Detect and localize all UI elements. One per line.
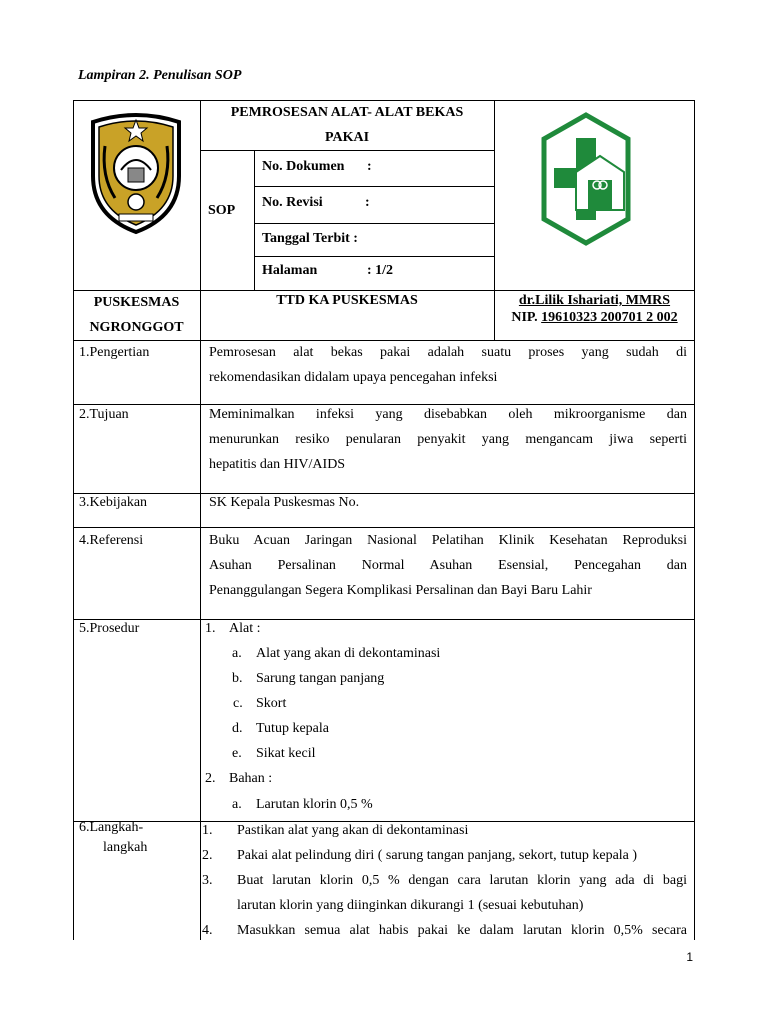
revisi-value: :	[365, 195, 370, 210]
border-left	[73, 100, 74, 940]
document-title	[200, 100, 494, 150]
tujuan-text	[209, 402, 687, 477]
dokumen-value: :	[367, 159, 372, 174]
referensi-line-3: Penanggulangan Segera Komplikasi Persalinan dan Bayi Baru Lahir	[209, 583, 592, 598]
tujuan-line-2: menurunkan resiko penularan penyakit yang mengancam jiwa seperti	[209, 432, 687, 447]
title-underline	[200, 150, 494, 151]
pengertian-line-1: Pemrosesan alat bekas pakai adalah suatu proses yang sudah di	[209, 345, 687, 360]
alat-letter: b.	[232, 671, 243, 686]
referensi-line-2: Asuhan Persalinan Normal Asuhan Esensial, Pencegahan dan	[209, 558, 687, 573]
alat-item: Sikat kecil	[256, 746, 316, 761]
step-number: 3.	[202, 873, 213, 888]
halaman-label: Halaman	[262, 263, 318, 278]
puskesmas-line-1: PUSKESMAS	[93, 295, 180, 310]
tujuan-line-1: Meminimalkan infeksi yang disebabkan oleh mikroorganisme dan	[209, 407, 687, 422]
pengertian-line-2: rekomendasikan didalam upaya pencegahan infeksi	[209, 370, 498, 385]
alat-item: Tutup kepala	[256, 721, 329, 736]
step-number: 1.	[202, 823, 213, 838]
sop-label: SOP	[208, 203, 236, 218]
page-header: Lampiran 2. Penulisan SOP	[78, 68, 242, 83]
terbit-label: Tanggal Terbit :	[262, 231, 358, 246]
meta-line-2	[254, 223, 494, 224]
nip-label: NIP.	[511, 310, 538, 325]
step-3-line-1: Buat larutan klorin 0,5 % dengan cara larutan klorin yang ada di bagi	[237, 873, 687, 888]
border-right	[694, 100, 695, 940]
alat-heading: Alat :	[229, 621, 261, 636]
meta-line-1	[254, 186, 494, 187]
signer-name: dr.Lilik Ishariati, MMRS	[518, 293, 671, 308]
referensi-text	[209, 528, 687, 603]
kebijakan-text: SK Kepala Puskesmas No.	[209, 495, 360, 510]
step-text: Pastikan alat yang akan di dekontaminasi	[237, 823, 469, 838]
alat-item: Alat yang akan di dekontaminasi	[256, 646, 441, 661]
prosedur-label: 5.Prosedur	[79, 621, 140, 636]
referensi-line-1: Buku Acuan Jaringan Nasional Pelatihan Klinik Kesehatan Reproduksi	[209, 533, 687, 548]
puskesmas-logo-svg	[540, 112, 632, 246]
referensi-label: 4.Referensi	[79, 533, 144, 548]
signature-block	[494, 290, 695, 326]
title-line-1: PEMROSESAN ALAT- ALAT BEKAS	[230, 105, 464, 120]
puskesmas-name	[73, 290, 200, 340]
alat-letter: d.	[232, 721, 243, 736]
langkah-label	[79, 818, 147, 858]
bahan-heading: Bahan :	[229, 771, 273, 786]
row2-bottom	[73, 493, 695, 494]
divider-sop	[254, 150, 255, 290]
title-line-2: PAKAI	[324, 130, 370, 145]
nip-value: 19610323 200701 2 002	[541, 310, 678, 325]
alat-letter: a.	[232, 646, 242, 661]
step-text	[237, 868, 687, 918]
tujuan-line-3: hepatitis dan HIV/AIDS	[209, 457, 346, 472]
emblem-svg	[81, 106, 191, 236]
bahan-item: Larutan klorin 0,5 %	[256, 797, 373, 812]
step-number: 2.	[202, 848, 213, 863]
tujuan-label: 2.Tujuan	[79, 407, 129, 422]
content-divider	[200, 340, 201, 940]
nip-line	[494, 309, 695, 326]
kabupaten-emblem	[81, 106, 191, 236]
sop-table	[73, 100, 695, 940]
alat-letter: e.	[232, 746, 242, 761]
alat-letter: c.	[233, 696, 243, 711]
step-text	[237, 918, 687, 940]
pengertian-label: 1.Pengertian	[79, 345, 150, 360]
divider-logo-right	[494, 100, 495, 290]
ttd-label: TTD KA PUSKESMAS	[276, 293, 418, 308]
page-number: 1	[686, 950, 693, 964]
dokumen-label: No. Dokumen	[262, 159, 345, 174]
step-3-line-2: larutan klorin yang diinginkan dikurangi 1 (sesuai kebutuhan)	[237, 898, 584, 913]
langkah-label-line-1: 6.Langkah-	[79, 820, 144, 835]
kebijakan-label: 3.Kebijakan	[79, 495, 148, 510]
revisi-label: No. Revisi	[262, 195, 323, 210]
bahan-letter: a.	[232, 797, 242, 812]
step-text: Pakai alat pelindung diri ( sarung tangan panjang, sekort, tutup kepala )	[237, 848, 638, 863]
puskesmas-line-2: NGRONGGOT	[89, 320, 184, 335]
langkah-label-line-2: langkah	[103, 840, 148, 855]
alat-number: 1.	[205, 621, 216, 636]
step-number: 4.	[202, 923, 213, 938]
alat-item: Sarung tangan panjang	[256, 671, 385, 686]
pengertian-text	[209, 340, 687, 390]
bahan-number: 2.	[205, 771, 216, 786]
meta-line-3	[254, 256, 494, 257]
step-4-line-1: Masukkan semua alat habis pakai ke dalam larutan klorin 0,5% secara	[237, 923, 687, 938]
row4-bottom	[73, 619, 695, 620]
halaman-value: : 1/2	[367, 263, 394, 278]
alat-item: Skort	[256, 696, 287, 711]
puskesmas-logo	[540, 112, 632, 246]
